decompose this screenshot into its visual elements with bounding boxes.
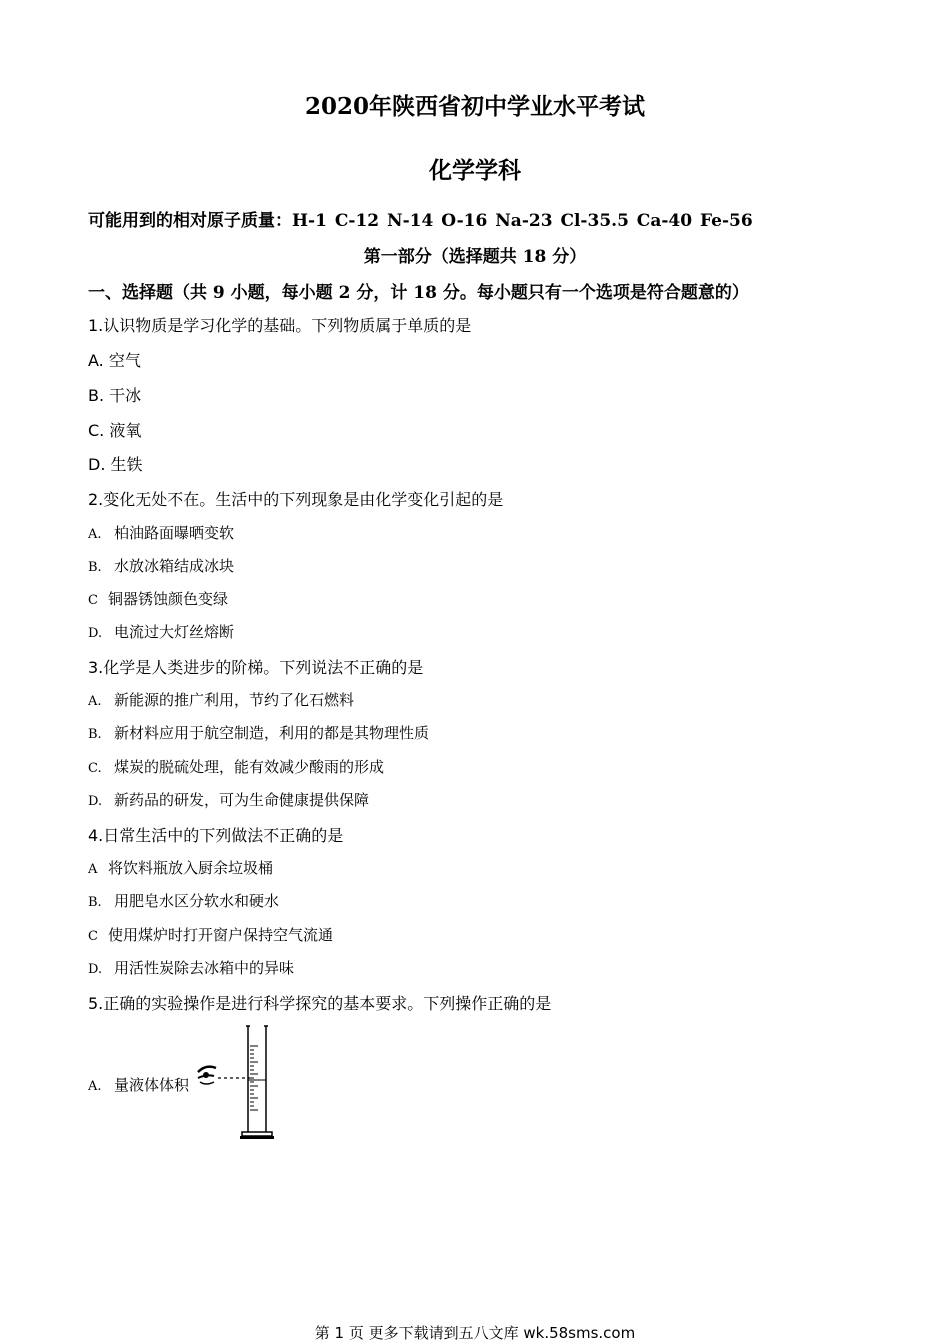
option-text: 水放冰箱结成冰块 (114, 557, 235, 575)
question-5 (88, 991, 551, 1014)
option-letter: D. (88, 794, 103, 809)
option-letter: B. (88, 560, 102, 575)
question-number: 3. (88, 658, 104, 677)
option-letter: A. (88, 351, 104, 370)
option-letter: A. (88, 1079, 102, 1094)
question-4 (88, 823, 343, 846)
question-number: 1. (88, 316, 104, 335)
option-text: 用肥皂水区分软水和硬水 (114, 892, 280, 910)
option-text: 将饮料瓶放入厨余垃圾桶 (108, 859, 274, 877)
option-3d (88, 789, 369, 810)
subject-title: 化学学科 (429, 157, 521, 184)
option-letter: B. (88, 386, 105, 405)
option-text: 使用煤炉时打开窗户保持空气流通 (108, 926, 334, 944)
option-letter: D. (88, 962, 103, 977)
option-letter: A. (88, 694, 102, 709)
question-stem: 认识物质是学习化学的基础。下列物质属于单质的是 (103, 316, 472, 335)
option-2a (88, 522, 234, 543)
question-stem: 正确的实验操作是进行科学探究的基本要求。下列操作正确的是 (103, 994, 552, 1013)
option-letter: C (88, 929, 98, 944)
option-2d (88, 621, 234, 642)
option-text: 生铁 (110, 455, 143, 474)
question-number: 2. (88, 490, 104, 509)
option-3b (88, 722, 429, 743)
option-letter: B. (88, 895, 102, 910)
option-text: 用活性炭除去冰箱中的异味 (114, 959, 295, 977)
option-letter: D. (88, 455, 106, 474)
option-letter: A (88, 862, 98, 877)
atomic-mass-line: 可能用到的相对原子质量：H-1 C-12 N-14 O-16 Na-23 Cl-35.5 Ca-40 Fe-56 (88, 211, 753, 231)
cylinder-scale (250, 1046, 258, 1110)
section-heading: 一、选择题（共 9 小题，每小题 2 分，计 18 分。每小题只有一个选项是符合题意的） (88, 283, 749, 303)
option-text: 柏油路面曝晒变软 (114, 524, 235, 542)
option-text: 液氧 (109, 421, 142, 440)
option-4d (88, 957, 294, 978)
option-text: 干冰 (109, 386, 142, 405)
option-1c (88, 418, 141, 441)
cylinder-body (240, 1026, 274, 1139)
option-text: 电流过大灯丝熔断 (114, 623, 235, 641)
option-2b (88, 555, 234, 576)
option-letter: B. (88, 727, 102, 742)
page-footer: 第 1 页 更多下载请到五八文库 wk.58sms.com (314, 1324, 636, 1342)
option-text: 铜器锈蚀颜色变绿 (108, 590, 229, 608)
option-letter: D. (88, 626, 103, 641)
option-4a (88, 857, 273, 878)
question-2 (88, 487, 503, 510)
option-2c (88, 588, 228, 609)
option-letter: C. (88, 761, 102, 776)
option-3a (88, 689, 354, 710)
question-1 (88, 313, 471, 336)
question-number: 4. (88, 826, 104, 845)
option-1a (88, 348, 141, 371)
graduated-cylinder-illustration (192, 1024, 282, 1144)
option-3c (88, 756, 384, 777)
part-heading: 第一部分（选择题共 18 分） (363, 247, 587, 267)
option-4c (88, 924, 333, 945)
question-stem: 变化无处不在。生活中的下列现象是由化学变化引起的是 (103, 490, 504, 509)
eye-icon (198, 1067, 216, 1084)
option-text: 空气 (108, 351, 141, 370)
option-5a (88, 1074, 189, 1095)
exam-title: 2020年陕西省初中学业水平考试 (304, 93, 645, 120)
option-text: 量液体体积 (114, 1076, 190, 1094)
option-letter: C (88, 593, 98, 608)
option-1b (88, 383, 141, 406)
option-letter: C. (88, 421, 105, 440)
option-letter: A. (88, 527, 102, 542)
question-stem: 化学是人类进步的阶梯。下列说法不正确的是 (103, 658, 424, 677)
question-stem: 日常生活中的下列做法不正确的是 (103, 826, 344, 845)
option-text: 新能源的推广利用，节约了化石燃料 (114, 691, 355, 709)
question-number: 5. (88, 994, 104, 1013)
option-4b (88, 890, 279, 911)
option-1d (88, 452, 143, 475)
option-text: 煤炭的脱硫处理，能有效减少酸雨的形成 (114, 758, 385, 776)
option-text: 新材料应用于航空制造，利用的都是其物理性质 (114, 724, 430, 742)
question-3 (88, 655, 423, 678)
option-text: 新药品的研发，可为生命健康提供保障 (114, 791, 370, 809)
